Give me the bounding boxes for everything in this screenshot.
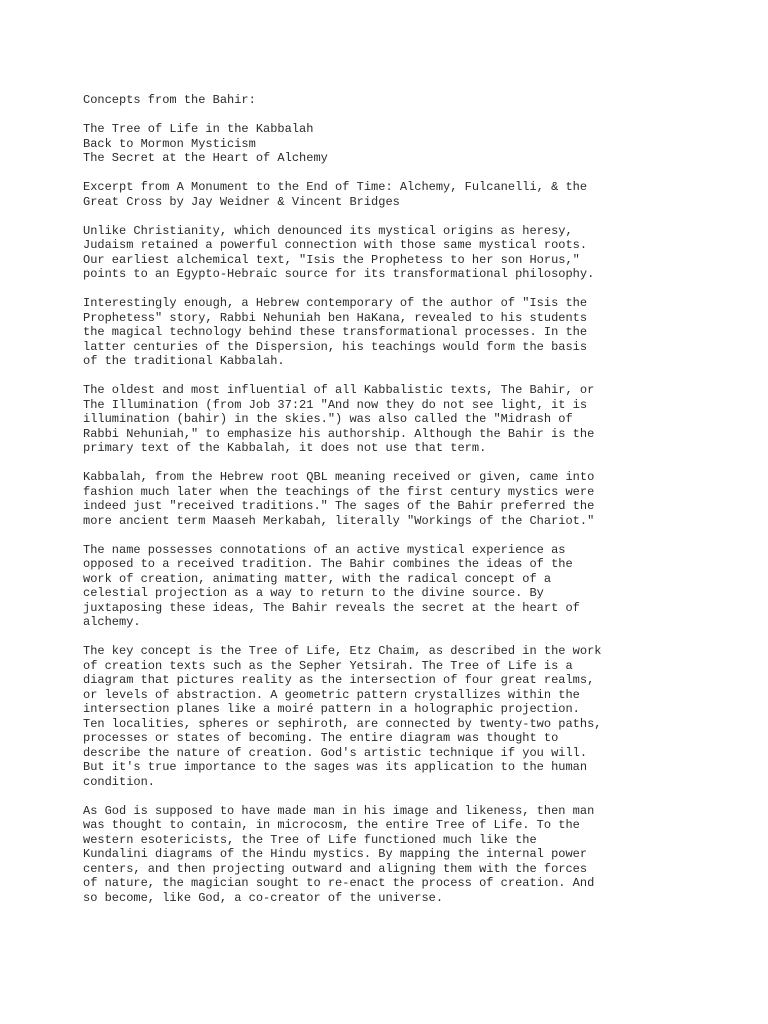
topic-item: Back to Mormon Mysticism [83, 136, 256, 151]
paragraph-line: Great Cross by Jay Weidner & Vincent Bridges [83, 194, 400, 209]
paragraph-line: Judaism retained a powerful connection with those same mystical roots. [83, 238, 588, 252]
topic-item: The Secret at the Heart of Alchemy [83, 151, 328, 165]
paragraph-line: the magical technology behind these transformational processes. In the [83, 325, 588, 339]
paragraph-line: diagram that pictures reality as the intersection of four great realms, [83, 673, 595, 687]
paragraph-line: Ten localities, spheres or sephiroth, are connected by twenty-two paths, [83, 716, 602, 731]
paragraph-line: But it's true importance to the sages was its application to the human [83, 760, 588, 774]
paragraph-line: more ancient term Maaseh Merkabah, literally "Workings of the Chariot." [83, 513, 595, 528]
paragraph-line: was thought to contain, in microcosm, the entire Tree of Life. To the [83, 818, 580, 832]
paragraph-line: Unlike Christianity, which denounced its mystical origins as heresy, [83, 223, 573, 238]
paragraph-line: The key concept is the Tree of Life, Etz Chaim, as described in the work [83, 644, 602, 658]
paragraph-line: indeed just "received traditions." The sages of the Bahir preferred the [83, 499, 595, 513]
paragraph [83, 543, 743, 630]
paragraph [83, 224, 743, 282]
topic-list [83, 122, 743, 166]
paragraph-line: As God is supposed to have made man in his image and likeness, then man [83, 803, 595, 818]
document-heading: Concepts from the Bahir: [83, 93, 256, 107]
paragraph-line: juxtaposing these ideas, The Bahir reveals the secret at the heart of [83, 600, 580, 615]
paragraph-line: Kabbalah, from the Hebrew root QBL meaning received or given, came into [83, 470, 595, 484]
paragraph-line: Rabbi Nehuniah," to emphasize his authorship. Although the Bahir is the [83, 426, 595, 441]
paragraphs-container [83, 180, 743, 905]
paragraph-line: condition. [83, 774, 156, 789]
paragraph-line: intersection planes like a moiré pattern in a holographic projection. [83, 702, 580, 716]
paragraph-line: or levels of abstraction. A geometric pattern crystallizes within the [83, 687, 580, 702]
paragraph-line: of creation texts such as the Sepher Yetsirah. The Tree of Life is a [83, 658, 573, 673]
paragraph-line: The Illumination (from Job 37:21 "And now they do not see light, it is [83, 397, 588, 412]
paragraph-line: work of creation, animating matter, with the radical concept of a [83, 571, 552, 586]
paragraph-line: The oldest and most influential of all Kabbalistic texts, The Bahir, or [83, 383, 595, 397]
paragraph-line: The name possesses connotations of an active mystical experience as [83, 542, 566, 557]
paragraph [83, 296, 743, 369]
topic-item: The Tree of Life in the Kabbalah [83, 122, 314, 136]
paragraph-line: points to an Egypto-Hebraic source for its transformational philosophy. [83, 267, 595, 281]
paragraph-line: Excerpt from A Monument to the End of Time: Alchemy, Fulcanelli, & the [83, 180, 588, 194]
paragraph-line: so become, like God, a co-creator of the universe. [83, 890, 444, 905]
paragraph-line: alchemy. [83, 615, 141, 629]
paragraph-line: illumination (bahir) in the skies.") was also called the "Midrash of [83, 412, 573, 426]
paragraph [83, 470, 743, 528]
paragraph-line: Kundalini diagrams of the Hindu mystics. By mapping the internal power [83, 847, 588, 861]
paragraph-line: describe the nature of creation. God's artistic technique if you will. [83, 745, 588, 760]
paragraph-line: primary text of the Kabbalah, it does not use that term. [83, 441, 487, 455]
paragraph-line: latter centuries of the Dispersion, his teachings would form the basis [83, 339, 588, 354]
paragraph [83, 383, 743, 456]
paragraph-line: opposed to a received tradition. The Bahir combines the ideas of the [83, 557, 573, 571]
paragraph [83, 180, 743, 209]
paragraph-line: western esotericists, the Tree of Life functioned much like the [83, 832, 537, 847]
paragraph-line: Prophetess" story, Rabbi Nehuniah ben HaKana, revealed to his students [83, 310, 588, 325]
paragraph-line: of the traditional Kabbalah. [83, 354, 285, 368]
document-heading-block [83, 93, 743, 108]
paragraph-line: celestial projection as a way to return to the divine source. By [83, 586, 544, 600]
paragraph-line: Interestingly enough, a Hebrew contemporary of the author of "Isis the [83, 296, 588, 310]
paragraph [83, 804, 743, 906]
paragraph-line: Our earliest alchemical text, "Isis the Prophetess to her son Horus," [83, 252, 580, 267]
paragraph-line: centers, and then projecting outward and aligning them with the forces [83, 861, 588, 876]
paragraph [83, 644, 743, 789]
paragraph-line: processes or states of becoming. The entire diagram was thought to [83, 731, 559, 745]
paragraph-line: fashion much later when the teachings of the first century mystics were [83, 484, 595, 499]
document-page [83, 93, 743, 920]
paragraph-line: of nature, the magician sought to re-enact the process of creation. And [83, 876, 595, 890]
